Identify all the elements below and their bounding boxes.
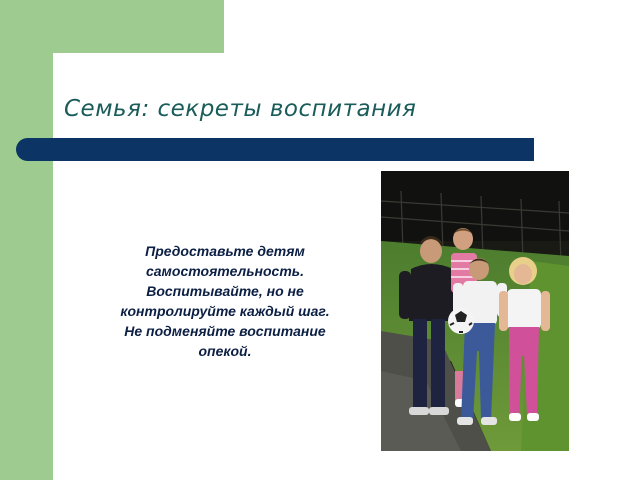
green-left-stripe <box>0 0 53 480</box>
title-underline-bar <box>16 138 534 161</box>
green-top-stripe <box>0 0 224 53</box>
slide-title: Семья: секреты воспитания <box>64 96 417 122</box>
slide-body-text: Предоставьте детям самостоятельность. Воспитывайте, но не контролируйте каждый шаг. Не подменяйте воспитание опекой. <box>120 243 330 359</box>
photo-children-with-ball-icon <box>381 171 569 451</box>
